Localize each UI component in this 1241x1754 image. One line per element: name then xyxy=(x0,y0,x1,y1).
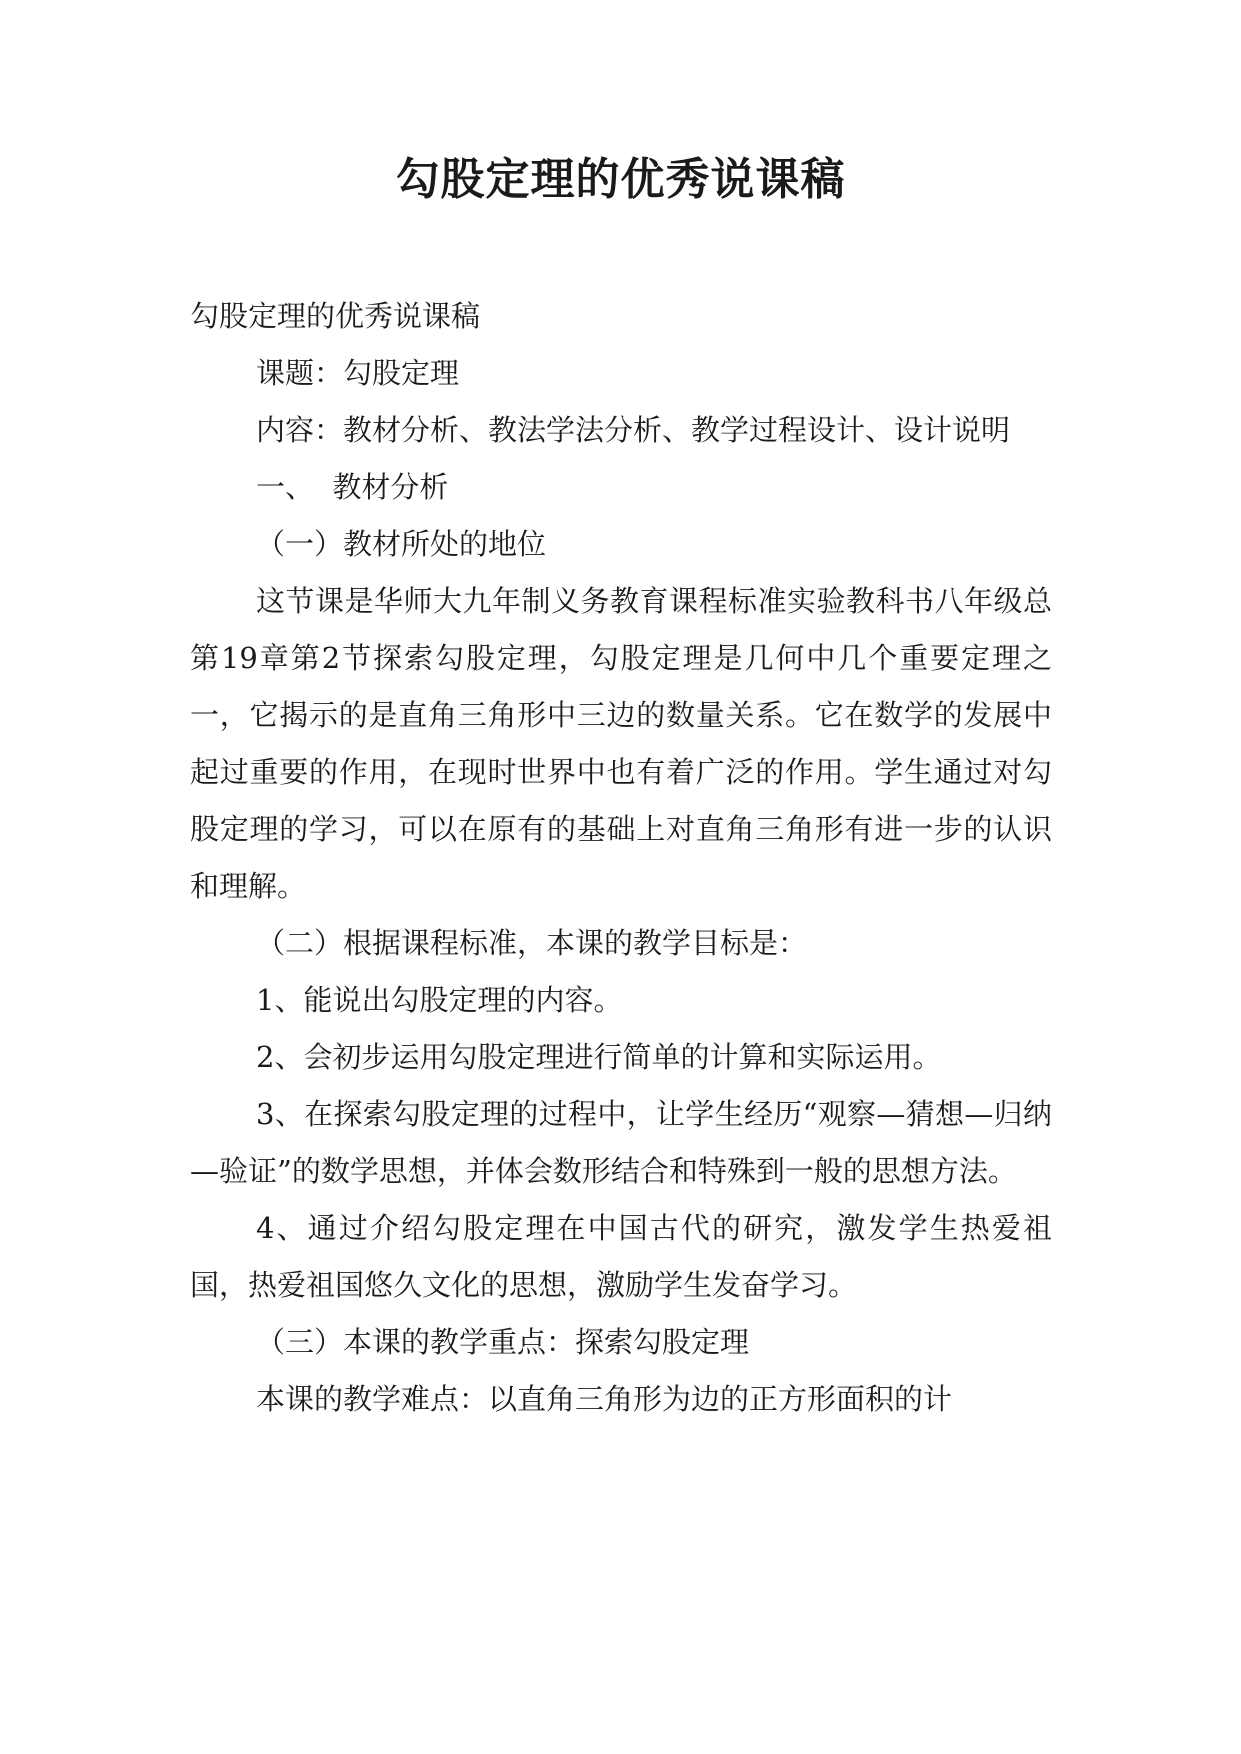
document-title: 勾股定理的优秀说课稿 xyxy=(395,154,846,205)
objective-item-3: 3、在探索勾股定理的过程中，让学生经历“观察—猜想—归纳—验证”的数学思想，并体会数形结合和特殊到一般的思想方法。 xyxy=(190,1097,1052,1188)
paragraph-textbook-position: 这节课是华师大九年制义务教育课程标准实验教科书八年级总第19章第2节探索勾股定理，勾股定理是几何中几个重要定理之一，它揭示的是直角三角形中三边的数量关系。它在数学的发展中起过重要的作用，在现时世界中也有着广泛的作用。学生通过对勾股定理的学习，可以在原有的基础上对直角三角形有进一步的认识和理解。 xyxy=(190,584,1052,903)
subsection-heading-1: （一）教材所处的地位 xyxy=(256,527,547,561)
objective-item-1: 1、能说出勾股定理的内容。 xyxy=(256,983,623,1017)
paragraph-content: 内容：教材分析、教法学法分析、教学过程设计、设计说明 xyxy=(256,413,1011,447)
paragraph-difficulty: 本课的教学难点：以直角三角形为边的正方形面积的计 xyxy=(256,1382,953,1416)
document-body xyxy=(190,288,1052,1428)
objective-item-2: 2、会初步运用勾股定理进行简单的计算和实际运用。 xyxy=(256,1040,942,1074)
paragraph-topic: 课题：勾股定理 xyxy=(256,356,460,390)
subsection-heading-3: （三）本课的教学重点：探索勾股定理 xyxy=(256,1325,750,1359)
paragraph-subtitle: 勾股定理的优秀说课稿 xyxy=(190,299,481,333)
subsection-heading-2: （二）根据课程标准，本课的教学目标是： xyxy=(256,926,808,960)
section-heading-1: 一、 教材分析 xyxy=(256,470,449,504)
objective-item-4: 4、通过介绍勾股定理在中国古代的研究，激发学生热爱祖国，热爱祖国悠久文化的思想，激励学生发奋学习。 xyxy=(190,1211,1052,1302)
